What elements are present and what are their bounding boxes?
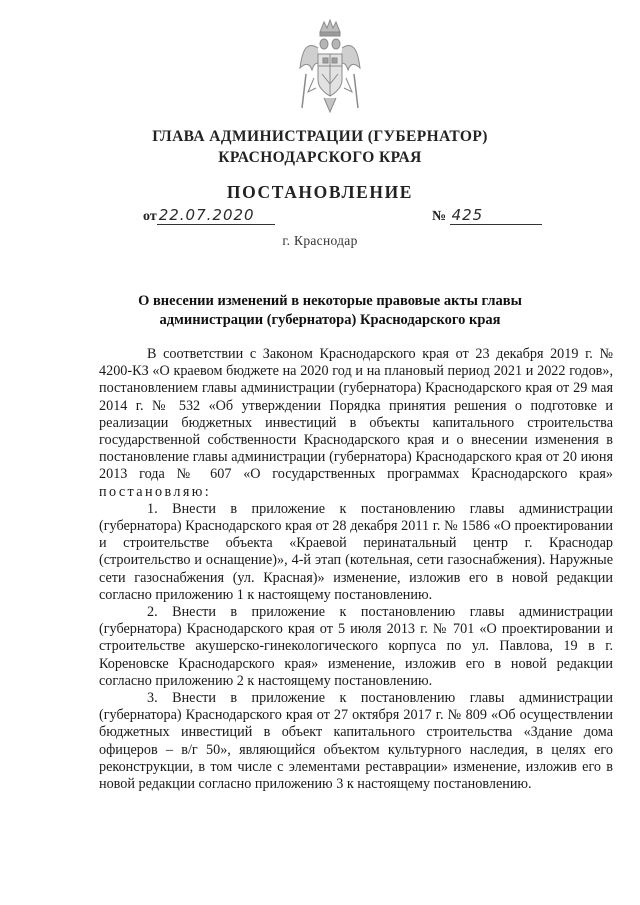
coat-of-arms-icon xyxy=(298,18,362,118)
item-1-paragraph: 1. Внести в приложение к постановлению главы администрации (губернатора) Краснодарского края от 28 декабря 2011 г. № 1586 «О проектировании и строительстве объекта «Краевой перинатальный центр г. Краснодар (строительство и оснащение)», 4-й этап (котельная, сети газоснабжения). Наружные сети газоснабжения (ул. Красная)» изменение, изложив его в новой редакции согласно приложению 1 к настоящему постановлению. xyxy=(99,500,613,603)
document-number xyxy=(432,206,542,225)
document-type-heading: ПОСТАНОВЛЕНИЕ xyxy=(226,182,414,202)
preamble-text: В соответствии с Законом Краснодарского края от 23 декабря 2019 г. № 4200-КЗ «О краевом бюджете на 2020 год и на плановый период 2021 и 2022 годов», постановлением главы администрации (губернатора) Краснодарского края от 29 мая 2014 г. № 532 «Об утверждении Порядка принятия решения о подготовке и реализации бюджетных инвестиций в объекты капитального строительства государственной собственности Краснодарского края и о внесении изменения в постановление главы администрации (губернатора) Краснодарского края от 20 июня 2013 года № 607 «О государственных программах Краснодарского края» xyxy=(99,346,613,483)
authority-name-line1: ГЛАВА АДМИНИСТРАЦИИ (ГУБЕРНАТОР) xyxy=(152,128,488,145)
document-date xyxy=(143,206,275,225)
handwritten-number: 425 xyxy=(450,206,542,225)
title-line2: администрации (губернатора) Краснодарского края xyxy=(159,312,501,328)
number-prefix: № xyxy=(432,209,447,224)
item-2-paragraph: 2. Внести в приложение к постановлению главы администрации (губернатора) Краснодарского края от 5 июля 2013 г. № 701 «О проектировании и строительстве акушерско-гинекологического корпуса по ул. Павлова, 19 в г. Кореновске Краснодарского края» изменение, изложив его в новой редакции согласно приложению 2 к настоящему постановлению. xyxy=(99,604,613,689)
preamble-paragraph xyxy=(99,346,613,501)
date-prefix: от xyxy=(143,209,157,224)
authority-name-line2: КРАСНОДАРСКОГО КРАЯ xyxy=(218,149,422,166)
handwritten-date: 22.07.2020 xyxy=(157,206,275,225)
document-body xyxy=(99,346,613,793)
item-3-paragraph: 3. Внести в приложение к постановлению главы администрации (губернатора) Краснодарского края от 27 октября 2017 г. № 809 «Об осуществлении бюджетных инвестиций в объект капитального строительства «Здание дома офицеров – в/г 50», являющийся объектом культурного наследия, в целях его реконструкции, в том числе с элементами реставрации» изменение, изложив его в новой редакции согласно приложению 3 к настоящему постановлению. xyxy=(99,690,613,793)
title-line1: О внесении изменений в некоторые правовые акты главы xyxy=(138,293,522,309)
decree-word: постановляю: xyxy=(99,483,212,500)
document-title xyxy=(120,292,540,330)
issue-city: г. Краснодар xyxy=(282,233,358,248)
